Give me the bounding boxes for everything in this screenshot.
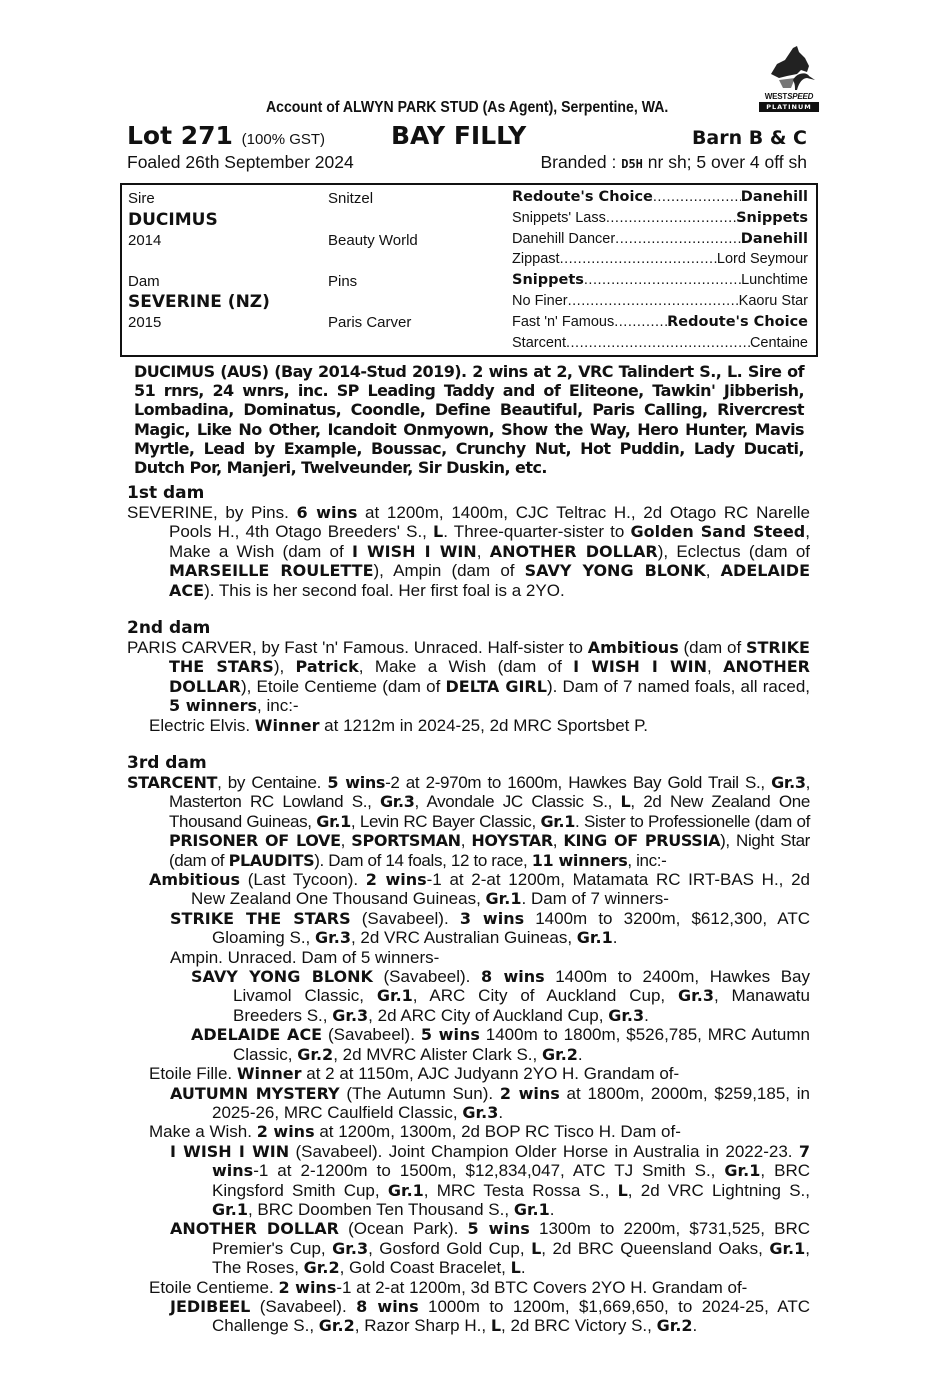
bold-run: 8 wins [480,967,545,987]
ancestor-sire: Lord Seymour [716,251,808,268]
text-run: (Savabeel). [372,967,481,987]
leader-dots [615,231,741,247]
third-dam-heading: 3rd dam [127,753,207,773]
bold-run: 5 wins [467,1219,530,1239]
bold-run: ANOTHER DOLLAR [169,657,810,696]
dam-name: SEVERINE (NZ) [128,292,270,312]
text-run: , Gold Coast Bracelet, [339,1258,511,1278]
bold-run: Gr.3 [771,773,806,792]
bold-run: 5 wins [420,1025,480,1045]
bold-run: 6 wins [296,503,358,522]
text-run: 1400m to 3200m, $612,300, ATC Gloaming S., [212,908,810,948]
bold-run: ANOTHER DOLLAR [170,1219,339,1239]
bold-run: 2 wins [499,1083,560,1103]
text-run: , 2d MVRC Alister Clark S., [333,1044,542,1064]
text-run: Make a Wish. [149,1122,257,1142]
ancestor-name: Redoute's Choice [512,189,653,205]
text-run: ). Dam of 7 named foals, all raced, [546,676,810,696]
progeny-entry [127,870,810,909]
text-run: , inc:- [627,850,667,870]
text-run: -1 at 2-1200m to 1500m, $12,834,047, ATC TJ Smith S., [253,1161,725,1181]
leader-dots [566,335,750,351]
horse-bird-icon [757,44,821,94]
bold-run: DELTA GIRL [445,676,547,696]
progeny-entry [127,1219,810,1277]
bold-run: Gr.3 [315,928,351,948]
bold-run: Gr.3 [332,1238,369,1258]
text-run: , [460,831,472,851]
ancestor-sire: Lunchtime [741,272,808,289]
text-run: . [520,1258,526,1278]
bold-run: 8 wins [356,1296,419,1316]
second-dam-text [127,638,810,716]
text-run: , 2d New Zealand One Thousand Guineas, [169,792,810,831]
bold-run: L [620,792,631,812]
bold-run: Gr.1 [376,986,413,1006]
progeny-entry [127,1025,810,1064]
text-run: , [705,561,721,581]
bold-run: Gr.1 [387,1180,424,1200]
first-dam-heading: 1st dam [127,483,205,503]
sire-dam: Beauty World [328,232,418,249]
third-dam-text [127,773,810,870]
text-run: . [498,1102,504,1122]
third-dam-section [127,754,810,1336]
ancestor-row [512,189,808,205]
ancestor-name: Danehill Dancer [512,230,616,247]
text-run: , 2d BRC Queensland Oaks, [541,1238,770,1258]
bold-run: 3 wins [459,908,525,928]
progeny-entry [127,909,810,948]
text-run: , BRC Doomben Ten Thousand S., [247,1199,514,1219]
platinum-badge: PLATINUM [759,102,819,112]
bold-run: 5 winners [169,696,258,716]
leader-dots [653,189,741,205]
sire-name: DUCIMUS [128,210,218,230]
horse-description: BAY FILLY [391,121,527,150]
bold-run: Gr.1 [485,889,522,909]
text-run: , 2d BRC Victory S., [501,1316,657,1336]
text-run: , BRC Kingsford Smith Cup, [212,1161,810,1200]
dam-label: Dam [128,273,160,290]
text-run: 1300m to 2200m, $731,525, BRC Premier's Cup, [212,1219,811,1258]
bold-run: SPORTSMAN [351,831,461,851]
bold-run: Gr.1 [212,1199,248,1219]
text-run: , [552,831,564,851]
ancestor-sire: Redoute's Choice [667,313,808,330]
text-run: ), [273,657,296,677]
sire-year: 2014 [128,232,162,249]
progeny-entry [127,1064,810,1083]
progeny-entry [127,1297,810,1336]
branding-info [540,152,807,173]
lot-number [127,121,325,150]
ancestor-row [512,231,808,247]
ancestor-name: No Finer [512,293,568,309]
text-run: ). This is her second foal. Her first foal is a 2YO. [204,580,565,600]
bold-run: AUTUMN MYSTERY [170,1083,340,1103]
bold-run: MARSEILLE ROULETTE [169,561,374,581]
text-run: . Sister to Professionelle (dam of [575,811,810,831]
brand-west: WEST [764,92,788,101]
leader-dots [584,272,741,288]
bold-run: Gr.3 [462,1102,499,1122]
dam-dam: Paris Carver [328,314,412,331]
text-run: , inc:- [257,696,299,716]
bold-run: Gr.3 [608,1005,645,1025]
bold-run: L [433,522,444,542]
text-run: ), Ampin (dam of [373,561,525,581]
gst-note: (100% GST) [241,131,326,148]
text-run: . [577,1044,583,1064]
text-run: , ARC City of Auckland Cup, [412,986,679,1006]
first-dam-section [127,484,810,600]
second-dam-progeny [127,716,810,735]
bold-run: HOYSTAR [471,831,553,851]
text-run: (Savabeel). Joint Champion Older Horse in Australia in 2022-23. [289,1141,799,1161]
text-run: (Ocean Park). [338,1219,468,1239]
progeny-entry [127,1278,810,1297]
bold-run: Ambitious [587,638,679,657]
text-run: Electric Elvis. [149,715,255,735]
text-run: , Gosford Gold Cup, [368,1238,532,1258]
text-run: (dam of [678,638,746,657]
text-run: 1000m to 1200m, $1,669,650, to 2024-25, ATC Challenge S., [212,1296,810,1336]
text-run: (The Autumn Sun). [339,1083,500,1103]
text-run: . [644,1005,649,1025]
progeny-entry [127,948,810,967]
text-run: Etoile Fille. [149,1064,237,1084]
bold-run: Gr.2 [656,1316,693,1336]
sire-label: Sire [128,190,155,207]
second-dam-section [127,619,810,735]
brand-mark: D5H [621,157,643,171]
lot-label: Lot 271 [127,121,233,150]
ancestor-name: Snippets [512,272,584,289]
text-run: , Make a Wish (dam of [358,657,574,677]
text-run: . [692,1316,698,1336]
branded-detail: nr sh; 5 over 4 off sh [647,152,807,172]
ancestor-name: Snippets' Lass [512,209,606,226]
vendor-account: Account of ALWYN PARK STUD (As Agent), Serpentine, WA. [265,99,669,116]
ancestor-row [512,210,808,226]
bold-run: Gr.1 [576,928,613,948]
ancestor-sire: Danehill [740,230,808,247]
text-run: , [707,657,724,677]
bold-run: Gr.1 [724,1161,761,1181]
bold-run: SAVY YONG BLONK [524,561,706,581]
text-run: , [476,541,490,561]
third-dam-progeny [127,870,810,1336]
pedigree-table [120,183,818,357]
text-run: . Three-quarter-sister to [443,522,631,542]
bold-run: PLAUDITS [228,850,315,870]
bold-run: STRIKE THE STARS [170,908,351,928]
text-run: at 1212m in 2024-25, 2d MRC Sportsbet P. [319,715,648,735]
ancestor-row [512,335,808,351]
bold-run: I WISH I WIN [351,541,477,561]
bold-run: ADELAIDE ACE [191,1025,323,1045]
bold-run: 2 wins [256,1122,315,1142]
ancestor-row [512,314,808,330]
bold-run: Winner [254,715,320,735]
leader-dots [560,251,717,267]
text-run: , Make a Wish (dam of [169,522,810,561]
bold-run: L [531,1238,542,1258]
sire-summary: DUCIMUS (AUS) (Bay 2014-Stud 2019). 2 wins at 2, VRC Talindert S., L. Sire of 51 rnrs, 24 wnrs, inc. SP Leading Taddy and of Eliteone, Tawkin' Jibberish, Lombadina, Dominatus, Coondle, Define Beautiful, Paris Calling, Rivercrest Magic, Like No Other, Icandoit Onmyown, Show the Way, Hero Hunter, Mavis Myrtle, Lead by Example, Boussac, Crunchy Nut, Hot Puddin, Lady Ducati, Dutch Por, Manjeri, Twelveunder, Sir Duskin, etc. [134,362,804,478]
brand-speed: SPEED [787,92,814,101]
progeny-entry [127,1084,810,1123]
bold-run: ADELAIDE ACE [169,561,811,600]
text-run: at 2 at 1150m, AJC Judyann 2YO H. Grandam of- [301,1064,680,1084]
bold-run: I WISH I WIN [170,1141,290,1161]
bold-run: Gr.1 [769,1238,806,1258]
text-run: , 2d VRC Australian Guineas, [350,928,577,948]
progeny-entry [127,967,810,1025]
text-run: , Avondale JC Classic S., [414,792,621,812]
text-run: , Manawatu Breeders S., [233,986,810,1025]
bold-run: 2 wins [365,870,427,890]
bold-run: Gr.1 [513,1199,550,1219]
leader-dots [568,293,739,309]
branded-label: Branded : [540,152,617,172]
leader-dots [614,314,667,330]
text-run: . [612,928,618,948]
text-run: , Razor Sharp H., [354,1316,491,1336]
bold-run: Gr.2 [541,1044,578,1064]
text-run: Ampin. Unraced. Dam of 5 winners- [170,947,440,967]
bold-run: Gr.3 [678,986,714,1006]
text-run: ). Dam of 14 foals, 12 to race, [314,850,532,870]
bold-run: Gr.2 [303,1258,340,1278]
bold-run: Gr.3 [379,792,415,812]
text-run: , The Roses, [212,1238,810,1278]
text-run: (Savabeel). [350,908,460,928]
progeny-entry [127,1122,810,1141]
text-run: -1 at 2-at 1200m, 3d BTC Covers 2YO H. Grandam of- [336,1277,748,1297]
text-run: (Savabeel). [322,1025,421,1045]
leader-dots [606,210,736,226]
ancestor-name: Zippast [512,251,560,268]
dam-year: 2015 [128,314,162,331]
text-run: , by Centaine. [217,773,328,792]
ancestor-row [512,251,808,267]
first-dam-text [127,503,810,600]
text-run: ), Etoile Centieme (dam of [240,676,446,696]
text-run: , Levin RC Bayer Classic, [350,811,541,831]
bold-run: STRIKE THE STARS [169,638,810,677]
bold-run: L [510,1258,521,1278]
text-run: (Savabeel). [250,1296,357,1316]
progeny-entry [127,716,810,735]
bold-run: Patrick [295,657,359,677]
ancestor-row [512,272,808,288]
ancestor-row [512,293,808,309]
bold-run: ANOTHER DOLLAR [489,541,658,561]
text-run: ), Night Star (dam of [169,831,810,870]
dam-sire: Pins [328,273,358,290]
text-run: . [549,1199,555,1219]
ancestor-name: Starcent [512,334,566,351]
bold-run: Gr.3 [332,1005,369,1025]
second-dam-heading: 2nd dam [127,618,211,638]
bold-run: L [490,1316,502,1336]
bold-run: Golden Sand Steed [630,522,806,542]
text-run: 1400m to 2400m, Hawkes Bay Livamol Classic, [233,967,810,1006]
bold-run: PRISONER OF LOVE [169,831,341,851]
text-run: , Masterton RC Lowland S., [169,773,810,812]
bold-run: 2 wins [278,1277,337,1297]
text-run: at 1200m, 1400m, CJC Teltrac H., 2d Otago RC Narelle Pools H., 4th Otago Breeders' S., [169,503,811,542]
text-run: -1 at 2-at 1200m, Matamata RC IRT-BAS H., 2d New Zealand One Thousand Guineas, [191,870,811,909]
text-run: . Dam of 7 winners- [521,889,669,909]
text-run: (Last Tycoon). [240,870,366,890]
bold-run: 5 wins [327,773,386,792]
text-run: , 2d VRC Lightning S., [627,1180,810,1200]
text-run: Etoile Centieme. [149,1277,279,1297]
ancestor-sire: Centaine [749,334,808,351]
text-run: , [340,831,352,851]
text-run: SEVERINE, by Pins. [127,503,297,522]
bold-run: KING OF PRUSSIA [563,831,721,851]
text-run: ), Eclectus (dam of [657,541,811,561]
text-run: at 1800m, 2000m, $259,185, in 2025-26, MRC Caulfield Classic, [212,1083,810,1122]
bold-run: Gr.1 [540,811,575,831]
ancestor-sire: Snippets [736,209,808,226]
text-run: -2 at 2-970m to 1600m, Hawkes Bay Gold Trail S., [385,773,772,792]
bold-run: SAVY YONG BLONK [191,967,373,987]
bold-run: Gr.1 [316,811,351,831]
text-run: at 1200m, 1300m, 2d BOP RC Tisco H. Dam of- [314,1122,681,1142]
bold-run: Winner [236,1064,302,1084]
ancestor-sire: Kaoru Star [738,293,808,309]
bold-run: STARCENT [127,773,218,792]
bold-run: Gr.2 [297,1044,334,1064]
bold-run: 7 wins [212,1141,811,1181]
sire-sire: Snitzel [328,190,374,207]
text-run: , 2d ARC City of Auckland Cup, [368,1005,609,1025]
ancestor-name: Fast 'n' Famous [512,313,615,330]
bold-run: I WISH I WIN [573,657,708,677]
ancestor-sire: Danehill [740,189,808,205]
foaling-date: Foaled 26th September 2024 [127,152,354,172]
bold-run: Gr.2 [318,1316,355,1336]
progeny-entry [127,1142,810,1220]
text-run: PARIS CARVER, by Fast 'n' Famous. Unraced. Half-sister to [127,638,588,657]
text-run: , MRC Testa Rossa S., [423,1180,618,1200]
bold-run: 11 winners [531,850,628,870]
bold-run: JEDIBEEL [170,1296,251,1316]
bold-run: L [617,1180,628,1200]
text-run: 1400m to 1800m, $526,785, MRC Autumn Classic, [233,1025,810,1064]
bold-run: Ambitious [149,870,241,890]
barn-location: Barn B & C [691,127,807,149]
